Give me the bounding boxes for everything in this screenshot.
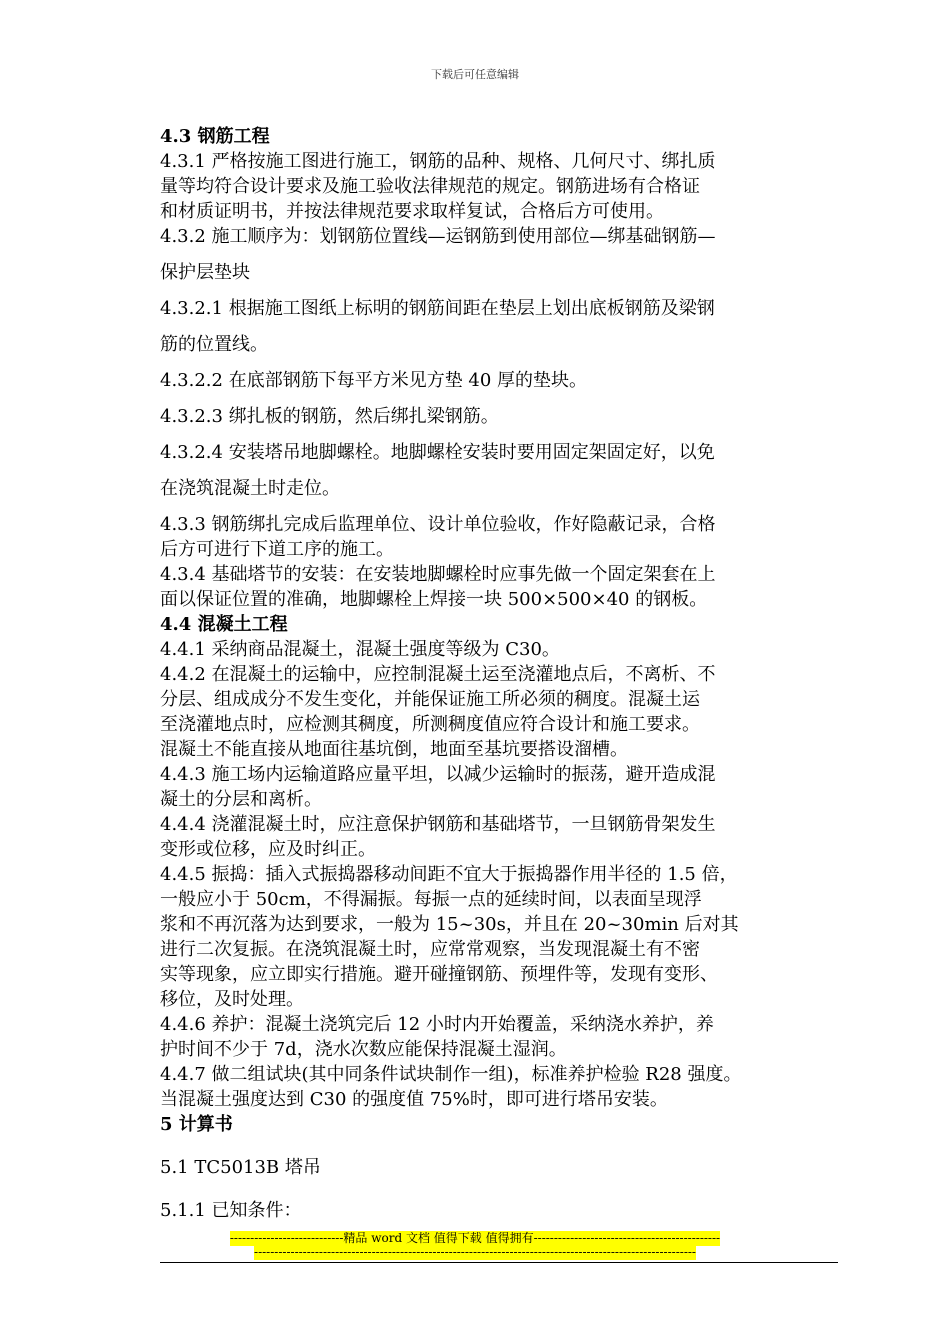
section-heading-4-3: 4.3 钢筋工程: [160, 126, 270, 147]
section-heading-4-4: 4.4 混凝土工程: [160, 614, 288, 635]
paragraph-line: 4.3.2.4 安装塔吊地脚螺栓。地脚螺栓安装时要用固定架固定好，以免: [160, 442, 715, 463]
paragraph-line: 实等现象，应立即实行措施。避开碰撞钢筋、预埋件等，发现有变形、: [160, 964, 718, 985]
paragraph-line: 4.3.2.1 根据施工图纸上标明的钢筋间距在垫层上划出底板钢筋及梁钢: [160, 298, 715, 319]
paragraph-line: 4.3.1 严格按施工图进行施工，钢筋的品种、规格、几何尺寸、绑扎质: [160, 151, 716, 172]
paragraph-line: 在浇筑混凝土时走位。: [160, 478, 340, 499]
paragraph-line: 4.4.5 振捣：插入式振捣器移动间距不宜大于振捣器作用半径的 1.5 倍，: [160, 864, 738, 885]
paragraph-line: 4.4.4 浇灌混凝土时，应注意保护钢筋和基础塔节，一旦钢筋骨架发生: [160, 814, 716, 835]
footer-banner-line-1: ----------------------------精品 word 文档 值得下载 值得拥有----------------------------------------------: [229, 1231, 721, 1245]
paragraph-line: 保护层垫块: [160, 262, 250, 283]
section-heading-5: 5 计算书: [160, 1114, 233, 1135]
footer-divider: [160, 1262, 838, 1263]
paragraph-line: 护时间不少于 7d，浇水次数应能保持混凝土湿润。: [160, 1039, 567, 1060]
paragraph-line: 和材质证明书，并按法律规范要求取样复试，合格后方可使用。: [160, 201, 664, 222]
paragraph-line: 4.3.2.2 在底部钢筋下每平方米见方垫 40 厚的垫块。: [160, 370, 588, 391]
paragraph-line: 4.3.3 钢筋绑扎完成后监理单位、设计单位验收，作好隐蔽记录，合格: [160, 514, 716, 535]
paragraph-line: 浆和不再沉落为达到要求，一般为 15~30s，并且在 20~30min 后对其: [160, 914, 739, 935]
paragraph-line: 4.3.2.3 绑扎板的钢筋，然后绑扎梁钢筋。: [160, 406, 499, 427]
paragraph-line: 后方可进行下道工序的施工。: [160, 539, 394, 560]
paragraph-line: 4.3.4 基础塔节的安装：在安装地脚螺栓时应事先做一个固定架套在上: [160, 564, 716, 585]
paragraph-line: 凝土的分层和离析。: [160, 789, 322, 810]
document-body: [160, 124, 850, 1223]
paragraph-line: 进行二次复振。在浇筑混凝土时，应常常观察，当发现混凝土有不密: [160, 939, 700, 960]
paragraph-line: 当混凝土强度达到 C30 的强度值 75%时，即可进行塔吊安装。: [160, 1089, 668, 1110]
paragraph-line: 5.1 TC5013B 塔吊: [160, 1157, 321, 1178]
paragraph-line: 4.4.3 施工场内运输道路应量平坦，以减少运输时的振荡，避开造成混: [160, 764, 716, 785]
paragraph-line: 至浇灌地点时，应检测其稠度，所测稠度值应符合设计和施工要求。: [160, 714, 700, 735]
paragraph-line: 筋的位置线。: [160, 334, 268, 355]
paragraph-line: 4.4.2 在混凝土的运输中，应控制混凝土运至浇灌地点后，不离析、不: [160, 664, 716, 685]
header-note: 下载后可任意编辑: [431, 68, 519, 81]
paragraph-line: 变形或位移，应及时纠正。: [160, 839, 376, 860]
paragraph-line: 混凝土不能直接从地面往基坑倒，地面至基坑要搭设溜槽。: [160, 739, 628, 760]
paragraph-line: 面以保证位置的准确，地脚螺栓上焊接一块 500×500×40 的钢板。: [160, 589, 708, 610]
paragraph-line: 一般应小于 50cm，不得漏振。每振一点的延续时间，以表面呈现浮: [160, 889, 702, 910]
paragraph-line: 5.1.1 已知条件：: [160, 1200, 302, 1221]
paragraph-line: 分层、组成成分不发生变化，并能保证施工所必须的稠度。混凝土运: [160, 689, 700, 710]
footer-banner-line-2: -------------------------------------------------------------------------------------------------------------: [254, 1245, 696, 1259]
paragraph-line: 移位，及时处理。: [160, 989, 304, 1010]
paragraph-line: 4.3.2 施工顺序为：划钢筋位置线—运钢筋到使用部位—绑基础钢筋—: [160, 226, 716, 247]
paragraph-line: 4.4.6 养护：混凝土浇筑完后 12 小时内开始覆盖，采纳浇水养护，养: [160, 1014, 714, 1035]
paragraph-line: 4.4.7 做二组试块(其中同条件试块制作一组)，标准养护检验 R28 强度。: [160, 1064, 742, 1085]
paragraph-line: 4.4.1 采纳商品混凝土，混凝土强度等级为 C30。: [160, 639, 560, 660]
paragraph-line: 量等均符合设计要求及施工验收法律规范的规定。钢筋进场有合格证: [160, 176, 700, 197]
